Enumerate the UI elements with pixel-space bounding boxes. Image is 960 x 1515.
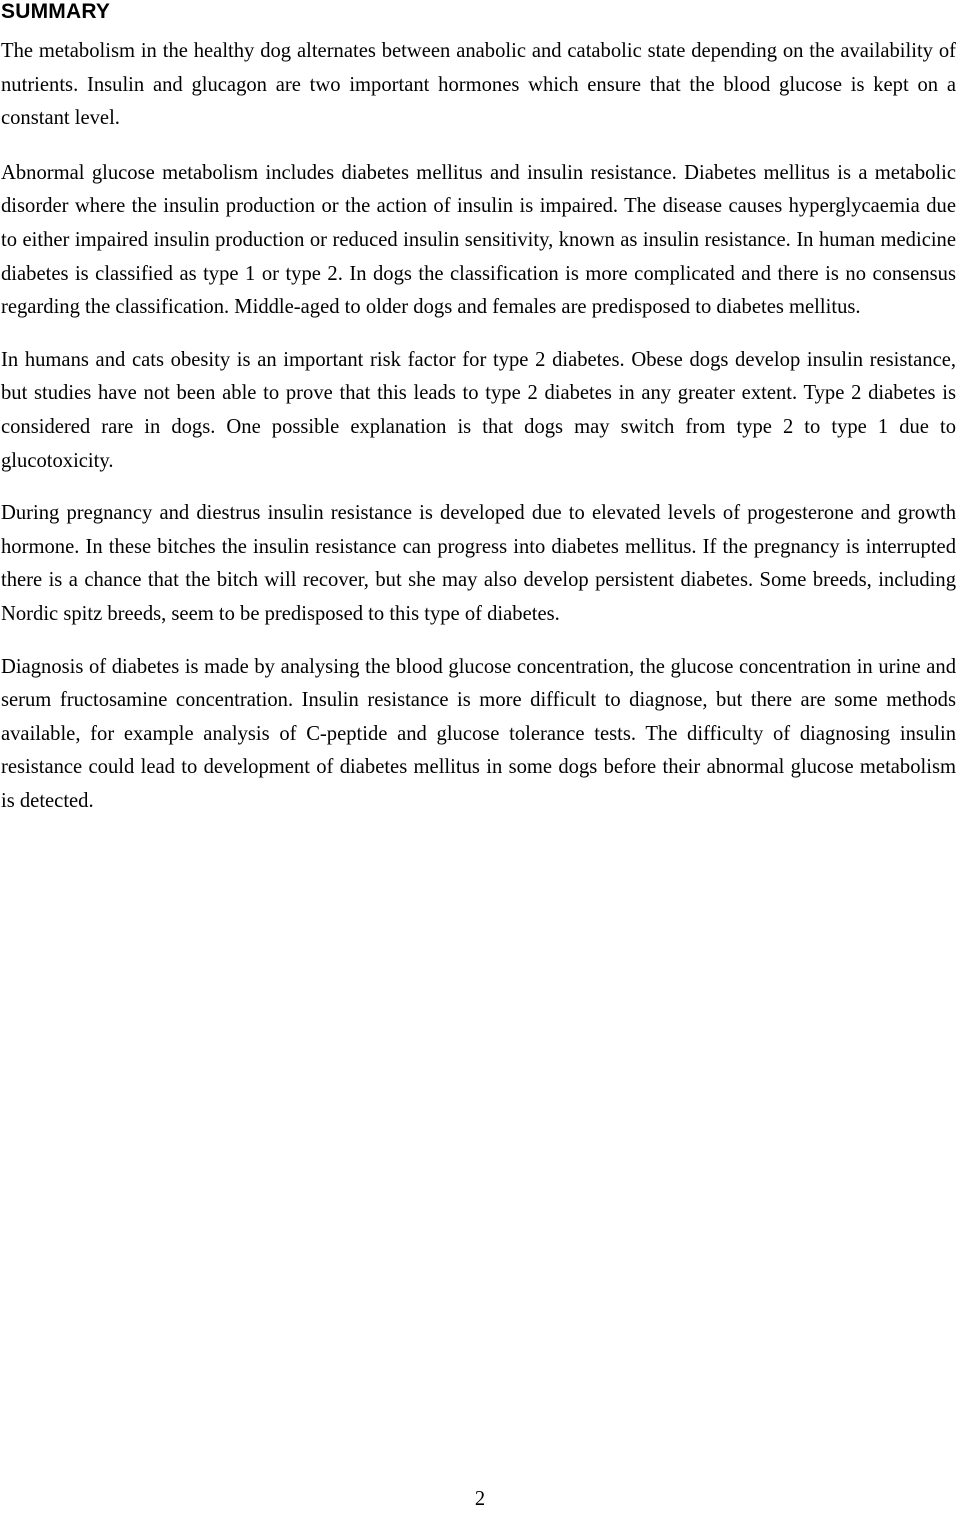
paragraph-pregnancy: During pregnancy and diestrus insulin resistance is developed due to elevated levels of progesterone and growth hormone. In these bitches the insulin resistance can progress into diabetes mellitus. If the pregnancy is interrupted there is a chance that the bitch will recover, but she may also develop persistent diabetes. Some breeds, including Nordic spitz breeds, seem to be predisposed to this type of diabetes. [1, 502, 956, 625]
paragraph-metabolism: The metabolism in the healthy dog alternates between anabolic and catabolic state depending on the availability of nutrients. Insulin and glucagon are two important hormones which ensure that the blood glucose is kept on a constant level. [1, 40, 956, 130]
paragraph-abnormal-glucose: Abnormal glucose metabolism includes diabetes mellitus and insulin resistance. Diabetes mellitus is a metabolic disorder where the insulin production or the action of insulin is impaired. The disease causes hyperglycaemia due to either impaired insulin production or reduced insulin sensitivity, known as insulin resistance. In human medicine diabetes is classified as type 1 or type 2. In dogs the classification is more complicated and there is no consensus regarding the classification. Middle-aged to older dogs and females are predisposed to diabetes mellitus. [1, 161, 956, 319]
paragraph-diagnosis: Diagnosis of diabetes is made by analysing the blood glucose concentration, the glucose concentration in urine and serum fructosamine concentration. Insulin resistance is more difficult to diagnose, but there are some methods available, for example analysis of C-peptide and glucose tolerance tests. The difficulty of diagnosing insulin resistance could lead to development of diabetes mellitus in some dogs before their abnormal glucose metabolism is detected. [1, 655, 956, 812]
paragraph-obesity: In humans and cats obesity is an important risk factor for type 2 diabetes. Obese dogs develop insulin resistance, but studies have not been able to prove that this leads to type 2 diabetes in any greater extent. Type 2 diabetes is considered rare in dogs. One possible explanation is that dogs may switch from type 2 to type 1 due to glucotoxicity. [1, 348, 956, 472]
page-number: 2 [474, 1488, 486, 1510]
section-heading: SUMMARY [1, 0, 111, 23]
